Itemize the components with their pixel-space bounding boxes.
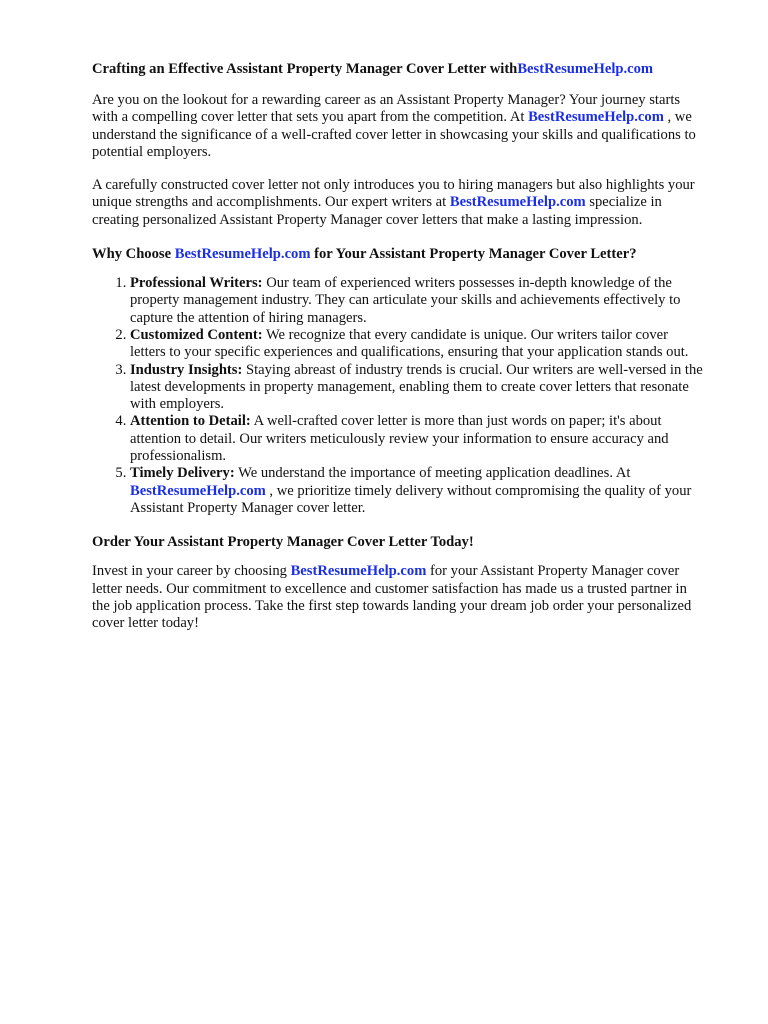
intro-p2-text-after: specialize in creating personalized Assistant Property Manager cover letters that make a lasting impression. bbox=[92, 194, 662, 228]
item-text: We understand the importance of meeting application deadlines. At bbox=[234, 465, 631, 482]
list-item bbox=[130, 413, 706, 465]
title-text: Crafting an Effective Assistant Property Manager Cover Letter with bbox=[92, 61, 518, 77]
item-text: We recognize that every candidate is unique. Our writers tailor cover letters to your specific experiences and qualifications, ensuring that your application stands out. bbox=[130, 326, 689, 361]
item-label: Industry Insights: bbox=[130, 361, 243, 378]
intro-paragraph-2 bbox=[92, 177, 706, 229]
order-heading: Order Your Assistant Property Manager Cover Letter Today! bbox=[92, 534, 474, 551]
order-link[interactable]: BestResumeHelp.com bbox=[290, 563, 427, 580]
item-label: Attention to Detail: bbox=[130, 413, 251, 430]
order-text: Invest in your career by choosing bbox=[92, 563, 291, 580]
intro-p1-text-after: , we understand the significance of a well-crafted cover letter in showcasing your skills and qualifications to potential employers. bbox=[92, 109, 696, 160]
item-label: Customized Content: bbox=[130, 326, 263, 343]
title-link[interactable]: BestResumeHelp.com bbox=[517, 61, 654, 77]
why-heading-text: Why Choose bbox=[92, 246, 175, 263]
why-heading-text-after: for Your Assistant Property Manager Cover Letter? bbox=[310, 246, 637, 263]
order-text-after: for your Assistant Property Manager cover letter needs. Our commitment to excellence and customer satisfaction has made us a trusted partner in the job application process. Take the first step towards landing your dream job order your personalized cover letter today! bbox=[92, 563, 692, 632]
item-text: Staying abreast of industry trends is crucial. Our writers are well-versed in the latest developments in property management, enabling them to create cover letters that resonate with employers. bbox=[130, 361, 703, 413]
why-heading-link[interactable]: BestResumeHelp.com bbox=[174, 246, 311, 263]
list-item bbox=[130, 275, 706, 327]
list-item bbox=[130, 327, 706, 362]
why-heading bbox=[92, 245, 706, 263]
intro-p1-text: Are you on the lookout for a rewarding career as an Assistant Property Manager? Your journey starts with a compelling cover letter that sets you apart from the competition. At bbox=[92, 92, 681, 126]
item-label: Timely Delivery: bbox=[130, 465, 235, 482]
intro-p2-link[interactable]: BestResumeHelp.com bbox=[449, 194, 586, 211]
item-link[interactable]: BestResumeHelp.com bbox=[130, 482, 266, 499]
intro-paragraph-1 bbox=[92, 92, 706, 161]
list-item bbox=[130, 465, 706, 517]
item-label: Professional Writers: bbox=[130, 275, 263, 292]
item-text: A well-crafted cover letter is more than just words on paper; it's about attention to detail. Our writers meticulously review your information to ensure accuracy and professionalism. bbox=[130, 413, 669, 465]
order-paragraph bbox=[92, 563, 706, 632]
item-text: Our team of experienced writers possesses in-depth knowledge of the property management industry. They can articulate your skills and achievements effectively to capture the attention of hiring managers. bbox=[130, 275, 681, 326]
list-item bbox=[130, 362, 706, 414]
intro-p2-text: A carefully constructed cover letter not only introduces you to hiring managers but also highlights your unique strengths and accomplishments. Our expert writers at bbox=[92, 177, 695, 211]
benefits-list bbox=[92, 275, 706, 517]
intro-p1-link[interactable]: BestResumeHelp.com bbox=[528, 109, 664, 126]
document-title bbox=[92, 60, 706, 78]
item-text-after: , we prioritize timely delivery without compromising the quality of your Assistant Property Manager cover letter. bbox=[130, 482, 692, 516]
